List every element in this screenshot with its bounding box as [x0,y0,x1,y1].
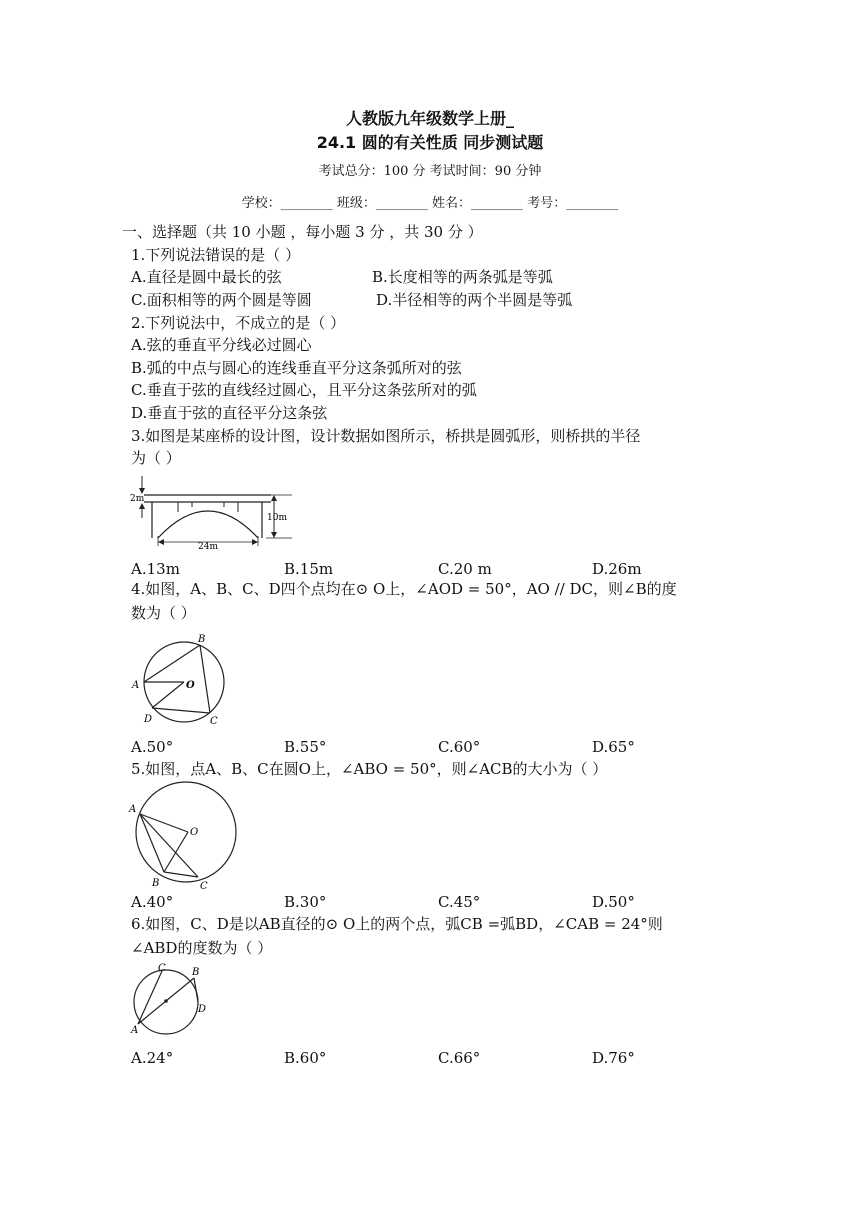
bridge-label-bottom: 24m [198,542,218,550]
q5-option-d: D.50° [592,893,635,911]
q3-option-a: A.13m [131,560,180,578]
q2-option-c: C.垂直于弦的直线经过圆心，且平分这条弦所对的弧 [131,381,477,399]
q1-option-d: D.半径相等的两个半圆是等弧 [376,291,573,309]
exam-info: 考试总分：100 分 考试时间：90 分钟 [318,164,542,179]
q4-label-d: D [144,714,153,725]
q2-option-b: B.弧的中点与圆心的连线垂直平分这条弧所对的弦 [131,359,462,377]
q5-stem: 5.如图，点A、B、C在圆O上，∠ABO = 50°，则∠ACB的大小为（ ） [131,760,608,778]
q1-stem: 1.下列说法错误的是（ ） [131,246,301,264]
q4-label-a: A [132,680,140,691]
q6-option-d: D.76° [592,1049,635,1067]
q6-label-b: B [192,967,200,978]
q4-stem-line2: 数为（ ） [131,604,196,622]
q4-option-a: A.50° [131,738,174,756]
bridge-label-right: 10m [267,513,287,523]
q6-label-c: C [158,963,166,974]
circle-figure-q5 [126,780,242,892]
q1-option-b: B.长度相等的两条弧是等弧 [372,268,553,286]
q3-stem-line2: 为（ ） [131,449,181,467]
bridge-label-top: 2m [130,494,145,504]
q4-stem-line1: 4.如图，A、B、C、D四个点均在⊙ O上，∠AOD = 50°，AO // DC，则∠B的度 [131,580,677,598]
title-line1: 人教版九年级数学上册_ [345,109,514,128]
q6-option-a: A.24° [131,1049,174,1067]
q3-option-d: D.26m [592,560,642,578]
q4-label-b: B [198,634,206,645]
q6-label-d: D [198,1004,207,1015]
q5-option-a: A.40° [131,893,174,911]
q4-option-c: C.60° [438,738,481,756]
q2-option-a: A.弦的垂直平分线必过圆心 [131,336,312,354]
q3-option-b: B.15m [284,560,334,578]
q5-label-b: B [152,878,160,889]
student-info: 学校：________ 班级：________ 姓名：________ 考号：________ [241,196,619,211]
q4-label-c: C [210,716,218,727]
q6-stem-line2: ∠ABD的度数为（ ） [131,939,273,957]
q2-stem: 2.下列说法中，不成立的是（ ） [131,314,346,332]
q3-stem-line1: 3.如图是某座桥的设计图，设计数据如图所示，桥拱是圆弧形，则桥拱的半径 [131,427,641,445]
bridge-figure [128,474,298,550]
q1-option-c: C.面积相等的两个圆是等圆 [131,291,312,309]
q5-label-a: A [129,804,137,815]
section-heading: 一、选择题（共 10 小题 ，每小题 3 分 ，共 30 分 ） [122,223,483,241]
q5-option-b: B.30° [284,893,327,911]
circle-figure-q6 [126,962,216,1038]
q5-label-c: C [200,881,208,892]
q6-option-c: C.66° [438,1049,481,1067]
q6-option-b: B.60° [284,1049,327,1067]
q4-option-b: B.55° [284,738,327,756]
q1-option-a: A.直径是圆中最长的弦 [131,268,282,286]
title-line2: 24.1 圆的有关性质 同步测试题 [316,133,544,152]
q5-label-o: O [190,827,199,838]
q6-label-a: A [131,1025,139,1036]
q3-option-c: C.20 m [438,560,492,578]
circle-figure-q4 [128,630,228,730]
q5-option-c: C.45° [438,893,481,911]
q2-option-d: D.垂直于弦的直径平分这条弦 [131,404,328,422]
q6-stem-line1: 6.如图，C、D是以AB直径的⊙ O上的两个点，弧CB =弧BD，∠CAB = 24°则 [131,915,663,933]
q4-option-d: D.65° [592,738,635,756]
q4-label-o: O [186,680,195,691]
